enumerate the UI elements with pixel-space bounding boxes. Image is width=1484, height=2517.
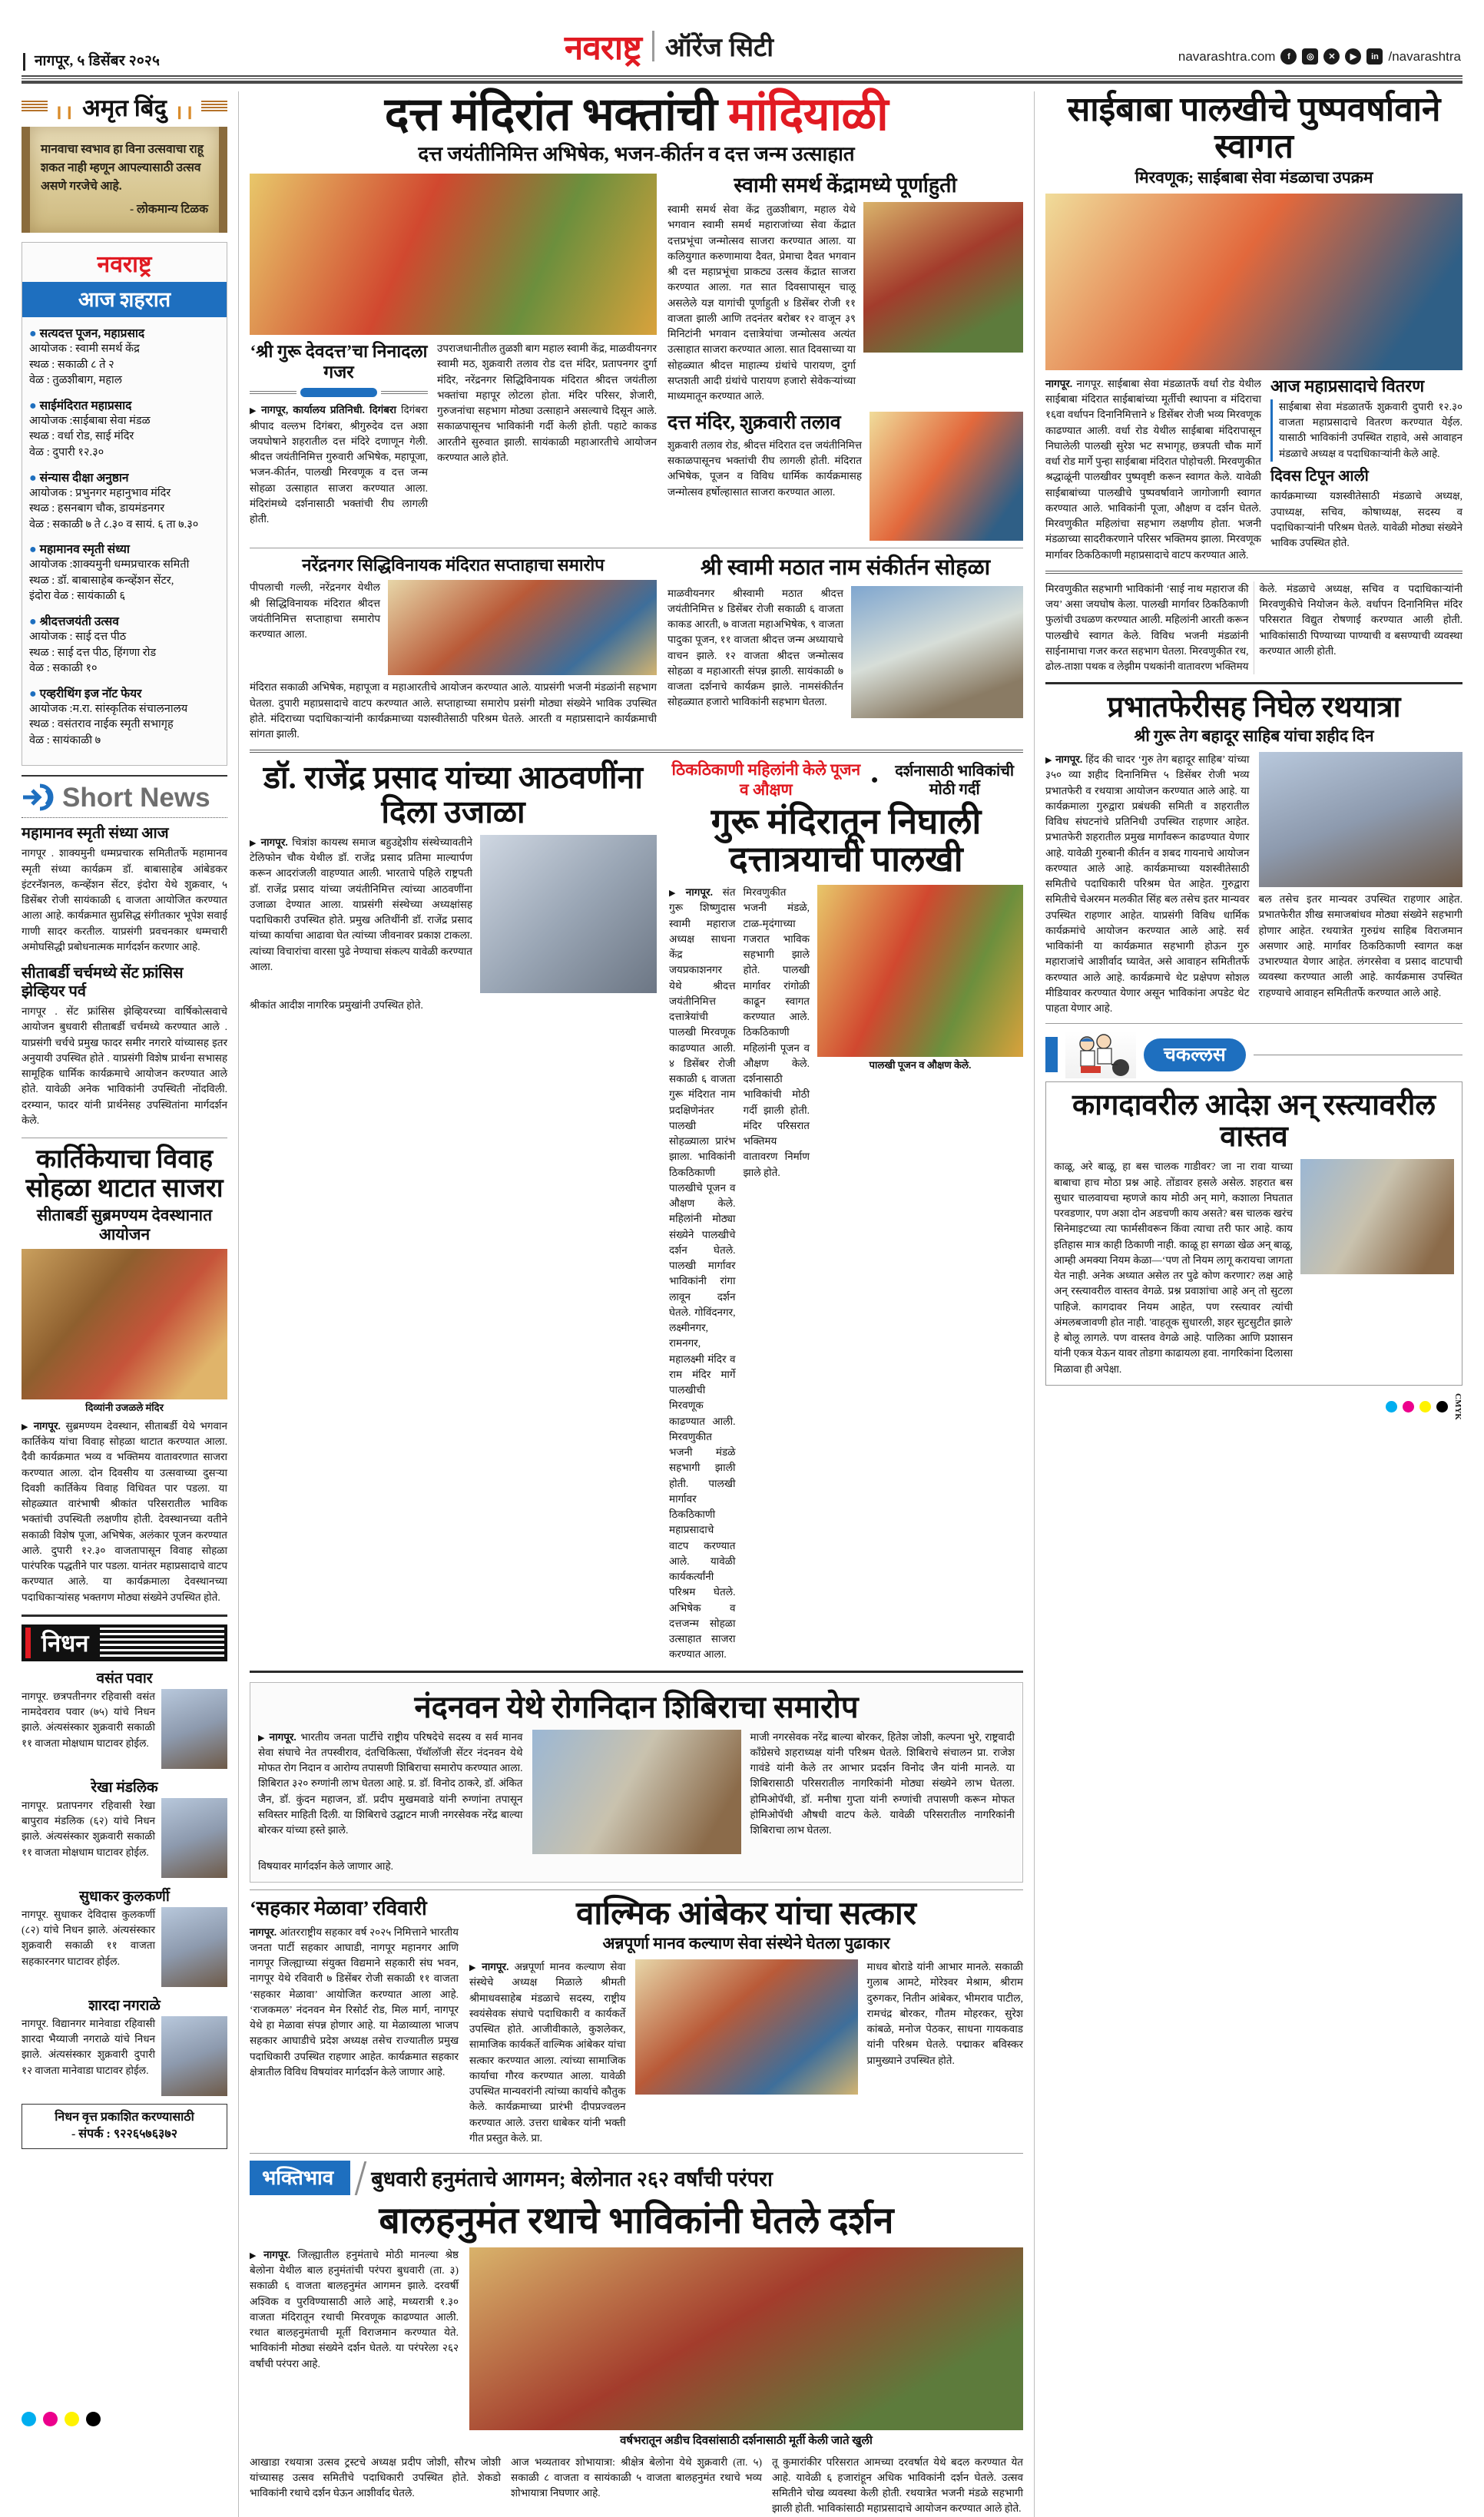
third-band <box>250 760 1023 1662</box>
cmyk-label: CMYK <box>1453 1393 1462 1420</box>
lead-left-body <box>250 402 428 527</box>
amrit-pipe-left: ❙❙ <box>54 106 75 119</box>
nandanvan-dateline: ▶ नागपूर. <box>258 1731 296 1743</box>
amrit-bindu-title: अमृत बिंदु <box>82 94 167 121</box>
swami-math-row <box>667 586 1023 718</box>
swami-samarth-title: स्वामी समर्थ केंद्रामध्ये पूर्णाहुती <box>734 174 957 197</box>
prabhatferi-article[interactable] <box>1045 692 1462 1016</box>
sai-continued: मिरवणुकीत सहभागी भाविकांनी ‘साई नाथ महाराज की जय’ असा जयघोष केला. पालखी मार्गावर ठिकठिकाणी फुलांची उधळण करण्यात आली. महिलांनी आरती करून पालखीचे स्वागत केले. विविध भजनी मंडळांनी साईनामाचा गजर करत सहभाग घेतला. मिरवणुकीत रथ, ढोल-ताशा पथक व लेझीम पथकांनी वातावरण भक्तिमय केले. मंडळाचे अध्यक्ष, सचिव व पदाधिकाऱ्यांनी मिरवणुकीचे नियोजन केले. वर्धापन दिनानिमित्त मंदिर परिसरात विद्युत रोषणाई करण्यात आली होती. भाविकांसाठी पिण्याच्या पाण्याची व बसण्याची व्यवस्था करण्यात आली होती. <box>1045 582 1462 673</box>
swami-math-block <box>667 555 1023 742</box>
obituary-photo <box>161 1907 227 1987</box>
amrit-right-lines <box>201 101 227 111</box>
event-title-wrap <box>29 684 220 701</box>
today-box-logo: नवराष्ट्र <box>97 252 152 278</box>
datta-mandir-text-block <box>667 412 862 541</box>
sai-body-text: नागपूर. साईबाबा सेवा मंडळातर्फे वर्धा रोड येथील साईबाबा मंदिरात साईबाबांच्या मूर्तीची स्थापना व मंदिराचा १६वा वर्धापन दिनानिमित्ताने ४ डिसेंबर रोजी भव्य मिरवणूक काढण्यात आली. वर्धा रोड येथील साईबाबा मंदिरापासून निघालेली पालखी सुरेश भट सभागृह, छत्रपती चौक मार्गे वर्धा रोड मार्गे पुन्हा साईबाबा मंदिरात पोहोचली. मिरवणुकीत श्रद्धाळूंनी पालखीवर पुष्पवृष्टी करून स्वागत केले. यावेळी साईबाबांच्या पालखीचे पुष्पवर्षावाने जागोजागी स्वागत करण्यात आले. भाविकांनी पूजा, औक्षण व दर्शन घेतले. मिरवणुकीत महिलांचा सहभाग लक्षणीय होता. भजनी मंडळाच्या सादरीकरणाने परिसर भक्तिमय झाला. मिरवणूक मार्गावर ठिकठिकाणी महाप्रसादाचे वाटप करण्यात आले. <box>1045 377 1261 561</box>
amrit-pipe-right: ❙❙ <box>174 106 195 119</box>
obituary-row <box>22 1907 227 1987</box>
short-news-body: नागपूर . शाक्यमुनी धम्मप्रचारक समितीतर्फे महामानव स्मृती संध्या कार्यक्रम डॉ. बाबासाहेब आंबेडकर इंटरनॅशनल, कन्व्हेंशन सेंटर, इंदोरा येथे शुक्रवार, ५ डिसेंबर रोजी सायंकाळी ६ वाजता आयोजित करण्यात आला आहे. कार्यक्रमात सुप्रसिद्ध संगीतकार भूपेश सवाई गाणी सादर करतील. याप्रसंगी प्रवचनकार धम्मचारी अमोघसिद्धी प्रबोधनात्मक मार्गदर्शन करणार आहे. <box>22 847 227 952</box>
event-title-wrap <box>29 612 220 629</box>
event-title: साईमंदिरात महाप्रसाद <box>39 399 132 412</box>
valmik-subhead: अन्नपूर्णा मानव कल्याण सेवा संस्थेने घेतला पुढाकार <box>602 1934 890 1953</box>
narendranagar-block <box>250 555 657 742</box>
rajendra-body <box>250 835 472 993</box>
kartikeya-caption: दिव्यांनी उजळले मंदिर <box>85 1401 164 1413</box>
event-venue: स्थळ : सकाळी ८ ते २ <box>29 358 114 371</box>
bhaktibhav-article[interactable] <box>250 2161 1023 2517</box>
bullet-icon: ● <box>29 471 37 485</box>
prabhatferi-body <box>1045 752 1250 1016</box>
lead-sub-title: ‘श्री गुरू देवदत्त’चा निनादला गजर <box>250 342 428 383</box>
bhaktibhav-caption: वर्षभरातून अडीच दिवसांसाठी दर्शनासाठी मूर्ती केली जाते खुली <box>620 2434 873 2447</box>
chakallas-blue-bar <box>1045 1037 1058 1072</box>
valmik-body-text: अन्नपूर्णा मानव कल्याण सेवा संस्थेचे अध्यक्ष मिळाले श्रीमती श्रीमाधवसाहेब मंडळाचे सदस्य, राष्ट्रीय स्वयंसेवक संघाचे पदाधिकारी व कार्यकर्ते उपस्थित होते. आजीवीकाले, कुशलेकर, सामाजिक कार्यकर्ते वाल्मिक आंबेकर यांचा सत्कार करण्यात आला. त्यांच्या सामाजिक कार्याचा गौरव करण्यात आला. यावेळी उपस्थित मान्यवरांनी त्यांच्या कार्याचे कौतुक केले. कार्यक्रमाच्या प्रारंभी दीपप्रज्वलन करण्यात आले. उत्तरा धाबेकर यांनी भक्ती गीत प्रस्तुत केले. प्रा. <box>469 1961 626 2144</box>
lead-pill-rule <box>250 388 428 397</box>
event-item <box>29 684 220 749</box>
palkhi-photo <box>817 885 1023 1057</box>
valmik-body <box>469 1959 626 2146</box>
nidhan-red-bar <box>25 1628 31 1658</box>
short-news-headline: सीताबर्डी चर्चमध्ये सेंट फ्रांसिस झेव्हियर पर्व <box>22 965 184 1001</box>
rajendra-article[interactable] <box>250 760 657 1662</box>
datta-mandir-title: दत्त मंदिर, शुक्रवारी तलाव <box>667 412 841 434</box>
obituary-photo <box>161 1689 227 1769</box>
linkedin-icon[interactable]: in <box>1366 48 1383 65</box>
obituary-row <box>22 2016 227 2096</box>
fourth-band <box>250 1897 1023 2146</box>
narendranagar-body-left: पीपलाची गल्ली, नरेंद्रनगर येथील श्री सिद्धिविनायक मंदिरात श्रीदत्त जयंतीनिमित्त सप्ताहाचा समारोप करण्यात आला. <box>250 581 380 641</box>
event-time: वेळ : तुळशीबाग, महाल <box>29 374 122 387</box>
narendranagar-row <box>250 580 657 675</box>
obituary-text: नागपूर. विद्यानगर मानेवाडा रहिवासी शारदा भैय्याजी नगराळे यांचे निधन झाले. अंत्यसंस्कार शुक्रवारी दुपारी १२ वाजता मानेवाडा घाटावर होईल. <box>22 2017 155 2076</box>
nandanvan-body-1 <box>258 1730 523 1854</box>
sai-row <box>1045 376 1462 563</box>
lead-body-grid <box>250 174 1023 541</box>
masthead-rules <box>22 75 1462 84</box>
masthead <box>14 0 1470 71</box>
prabhatferi-row <box>1045 752 1462 1016</box>
bhaktibhav-tagline: बुधवारी हनुमंताचे आगमन; बेलोनात २६२ वर्षांची परंपरा <box>371 2168 773 2191</box>
amrit-bindu-scroll <box>22 127 227 233</box>
prabhatferi-left <box>1045 752 1250 1016</box>
swami-samarth-body: स्वामी समर्थ सेवा केंद्र तुळशीबाग, महाल येथे भगवान स्वामी समर्थ महाराजांच्या सेवा केंद्रात दत्तप्रभूंचा जन्मोत्सव साजरा करण्यात आला. या कलियुगात करुणामाया दैवत, प्रेमाचा दैवत भगवान श्री दत्त महाप्रभूंचा प्राकट्य उत्सव केंद्रात साजरा करण्यात आला. गत सात दिवसापासून चालू असलेले यज्ञ यागांची पूर्णाहुती ४ डिसेंबर रोजी ११ वाजता झाली आणि तदनंतर बरोबर १२ वाजून ३९ मिनिटांनी भगवान दत्तात्रेयांचा जन्मोत्सव अत्यंत उत्साहात साजरा करण्यात आला. सात दिवसाच्या या सोहळ्यात श्रीदत्त माहात्म्य ग्रंथांचे पारायण, दुर्गा सप्तशती आदी ग्रंथांचे पारायण हजारो सेवेकऱ्यांच्या माध्यमातून करण्यात आले. <box>667 204 856 402</box>
rajendra-photo-block <box>480 835 657 993</box>
lead-right-text: उपराजधानीतील तुळशी बाग महाल स्वामी केंद्र, माळवीयनगर स्वामी मठ, शुक्रवारी तलाव रोड दत्त मंदिर, प्रतापनगर दुर्गा मंदिर, नरेंद्रनगर सिद्धिविनायक मंदिरात श्रीदत्त जयंतीला भक्तांचा महापूर लोटला होता. मंदिर परिसर, शेजारी, गुरुजनांचा सहभाग मोठ्या उत्साहाने असल्याचे दिसून आले. सकाळपासूनच भाविकांनी गर्दी केली होती. पहाटे काकड आरतीने सुरुवात झाली. सायंकाळी महाआरतीचे आयोजन करण्यात आले होते. <box>437 343 657 463</box>
chakallas-top-row <box>1045 1031 1462 1078</box>
chakallas-row <box>1054 1159 1454 1377</box>
short-news-word1: Short <box>62 782 133 813</box>
prabhatferi-dateline: ▶ नागपूर. <box>1045 753 1082 765</box>
bullet-icon: ● <box>29 399 37 412</box>
kartikeya-body-text: सुब्रमण्यम देवस्थान, सीताबर्डी येथे भगवान कार्तिकेय यांचा विवाह सोहळा थाटात करण्यात आला. दैवी कार्यक्रमात भव्य व भक्तिमय वातावरणात साजरा करण्यात आला. दोन दिवसीय या उत्सवाच्या दुसऱ्या दिवशी कार्तिकेय विवाह विधिवत पार पडला. या सोहळ्यात वारंभाषी श्रीकांत परिसरातील भाविक भक्तांची उपस्थिती लक्षणीय होती. देवस्थानच्या वतीने सकाळी विशेष पूजा, अभिषेक, अलंकार पूजन करण्यात आले. दुपारी १२.३० वाजतापासून विवाह सोहळा पारंपरिक पद्धतीने पार पडला. यानंतर महाप्रसादाचे वाटप करण्यात आले. या कार्यक्रमाला देवस्थानच्या पदाधिकाऱ्यांसह भक्तगण मोठ्या संख्येने उपस्थित होते. <box>22 1419 228 1603</box>
valmik-photo <box>635 1959 858 2095</box>
lead-dateline: ▶ नागपूर, कार्यालय प्रतिनिधी. दिगंबरा <box>250 404 396 416</box>
valmik-headline: वाल्मिक आंबेकर यांचा सत्कार <box>576 1896 916 1932</box>
website-url[interactable]: navarashtra.com <box>1178 48 1276 64</box>
nandanvan-photo <box>532 1730 741 1854</box>
right-column <box>1034 91 1462 2517</box>
event-organizer: आयोजक : स्वामी समर्थ केंद्र <box>29 343 140 356</box>
lead-mid-block <box>667 174 1023 541</box>
masthead-brand <box>565 23 773 69</box>
event-organizer: आयोजक :शाक्यमुनी धम्मप्रचारक समिती <box>29 558 190 571</box>
bhaktibhav-body <box>250 2247 459 2449</box>
divider <box>1045 571 1462 574</box>
today-in-city-box <box>22 242 227 766</box>
masthead-divider <box>652 31 654 61</box>
youtube-icon[interactable]: ▶ <box>1345 48 1361 65</box>
divider <box>250 1889 1023 1890</box>
lead-headline-black: दत्त मंदिरांत भक्तांची <box>384 89 728 140</box>
swami-math-title: श्री स्वामी मठात नाम संकीर्तन सोहळा <box>700 555 991 581</box>
obituary-name: शारदा नगराळे <box>88 1997 161 2014</box>
obituary-photo <box>161 1798 227 1878</box>
event-item <box>29 396 220 461</box>
chakallas-section[interactable] <box>1045 1031 1462 1386</box>
valmik-photo-block <box>635 1959 858 2146</box>
event-time: वेळ : सकाळी १० <box>29 662 98 675</box>
nidhan-contact-line2: - संपर्क : ९२२६५७६३७२ <box>71 2128 178 2141</box>
prabhatferi-photo <box>1259 752 1463 887</box>
prabhatferi-right <box>1259 752 1463 1016</box>
event-organizer: आयोजक :म.रा. सांस्कृतिक संचालनालय <box>29 702 188 715</box>
palkhi-body-text: संत गुरू शिष्णुदास स्वामी महाराज अध्यक्ष साधना केंद्र जयप्रकाशनगर येथे श्रीदत्त जयंतीनिमित्त दत्तात्रेयांची पालखी मिरवणूक काढण्यात आली. ४ डिसेंबर रोजी सकाळी ६ वाजता गुरू मंदिरात नाम प्रदक्षिणेनंतर पालखी सोहळ्याला प्रारंभ झाला. भाविकांनी ठिकठिकाणी पालखीचे पूजन व औक्षण केले. महिलांनी मोठ्या संख्येने पालखीचे दर्शन घेतले. पालखी मार्गावर भाविकांनी रांगा लावून दर्शन घेतले. गोविंदनगर, लक्ष्मीनगर, रामनगर, महालक्ष्मी मंदिर व राम मंदिर मार्गे पालखीची मिरवणूक काढण्यात आली. मिरवणुकीत भजनी मंडळे सहभागी झाली होती. पालखी मार्गावर ठिकठिकाणी महाप्रसादाचे वाटप करण्यात आले. यावेळी कार्यकर्त्यांनी परिश्रम घेतले. अभिषेक व दत्तजन्म सोहळा उत्साहात साजरा करण्यात आला. <box>669 886 736 1661</box>
short-news-body: नागपूर . सेंट फ्रांसिस झेव्हियरच्या वार्षिकोत्सवाचे आयोजन बुधवारी सीताबर्डी चर्चमध्ये करण्यात आले . याप्रसंगी चर्चचे प्रमुख फादर समीर नगरारे यांच्यासह इतर अनुयायी उपस्थित होते . याप्रसंगी विशेष प्रार्थना सभासह सामूहिक धार्मिक कार्यक्रमाचे आयोजन करण्यात आले होते. यावेळी अनेक भाविकांनी उपस्थिती नोंदविली. दरम्यान, फादर यांनी प्रार्थनेसह उपस्थितांना मार्गदर्शन केले. <box>22 1005 227 1126</box>
palkhi-article[interactable] <box>669 760 1023 1662</box>
sahakar-body-text: आंतरराष्ट्रीय सहकार वर्ष २०२५ निमित्ताने भारतीय जनता पार्टी सहकार आघाडी, नागपूर महानगर आणि नागपूर जिल्ह्याच्या संयुक्त विद्यमाने सहकारी संघ भवन, नागपूर येथे रविवारी ७ डिसेंबर रोजी सकाळी ११ वाजता ‘सहकार मेळावा’ आयोजित करण्यात आला आहे. ‘राजकमल’ नंदनवन मेन रिसोर्ट रोड, मिल मार्ग, नागपूर येथे हा मेळावा संपन्न होणार आहे. या मेळाव्याला भाजप सहकार आघाडीचे प्रदेश अध्यक्ष तसेच राज्यातील प्रमुख पदाधिकारी उपस्थित राहणार आहेत. कार्यक्रमात सहकार क्षेत्रातील विविध विषयांवर मार्गदर्शन केले जाणार आहे. <box>250 1926 459 2078</box>
blue-pill-icon <box>300 388 377 397</box>
bhaktibhav-row <box>250 2247 1023 2449</box>
publication-date: नागपूर, ५ डिसेंबर २०२५ <box>23 53 160 71</box>
bhaktibhav-tag: भक्तिभाव <box>250 2161 350 2195</box>
magenta-dot <box>1403 1401 1414 1413</box>
sai-headline: साईबाबा पालखीचे पुष्पवर्षावाने स्वागत <box>1067 91 1441 165</box>
event-title-wrap <box>29 469 220 485</box>
event-organizer: आयोजक :साईबाबा सेवा मंडळ <box>29 414 151 427</box>
left-column <box>22 91 227 2517</box>
sai-side-title: आज महाप्रसादाचे वितरण <box>1270 376 1425 396</box>
palkhi-body-2: मिरवणुकीत भजनी मंडळे, टाळ-मृदंगाच्या गजरात भाविक सहभागी झाले होते. पालखी मार्गावर रांगोळी काढून स्वागत करण्यात आले. ठिकठिकाणी महिलांनी पूजन व औक्षण केले. दर्शनासाठी भाविकांची मोठी गर्दी झाली होती. मंदिर परिसरात भक्तिमय वातावरण निर्माण झाले होते. <box>743 886 810 1178</box>
chakallas-headline: कागदावरील आदेश अन् रस्त्यावरील वास्तव <box>1072 1089 1436 1154</box>
event-title: महामानव स्मृती संध्या <box>39 543 130 557</box>
palkhi-photo-block <box>817 885 1023 1663</box>
event-organizer: आयोजक : साई दत्त पीठ <box>29 631 127 643</box>
datta-mandir-photo <box>870 412 1023 541</box>
obituary-text: नागपूर. प्रतापनगर रहिवासी रेखा बापुराव मंडलिक (६२) यांचे निधन झाले. अंत्यसंस्कार शुक्रवारी सकाळी ११ वाजता मोक्षधाम घाटावर होईल. <box>22 1799 155 1858</box>
event-venue: स्थळ : डॉ. बाबासाहेब कन्व्हेंशन सेंटर, <box>29 574 174 587</box>
datta-mandir-row <box>667 412 1023 541</box>
event-title: एव्हरीथिंग इज नॉट फेयर <box>39 687 142 700</box>
sai-side2-title: दिवस टिपून आली <box>1270 467 1369 485</box>
second-band <box>250 555 1023 742</box>
event-item <box>29 324 220 389</box>
divider <box>1045 682 1462 684</box>
lead-left-block <box>250 174 657 541</box>
color-registration-marks <box>1045 1393 1462 1420</box>
bullet-icon: ● <box>29 687 37 700</box>
obituary-entry[interactable] <box>22 1886 227 1987</box>
short-news-header <box>22 775 227 812</box>
divider <box>1045 1023 1462 1024</box>
event-title-wrap <box>29 324 220 341</box>
magenta-dot <box>43 2412 58 2426</box>
event-item <box>29 540 220 604</box>
nidhan-contact-line1: निधन वृत्त प्रकाशित करण्यासाठी <box>55 2110 194 2124</box>
bhaktibhav-body4: तू कुमारांकीर परिसरात आमच्या दरवर्षात येथे बदल करण्यात येत आहे. यावेळी ६ हजारांहून अधिक भाविकांनी दर्शन घेतले. उत्सव समितीने चोख व्यवस्था केली होती. रथयात्रेत भजनी मंडळे सहभागी झाली होती. भाविकांसाठी महाप्रसादाचे आयोजन करण्यात आले होते. <box>772 2456 1023 2515</box>
lead-subhead: दत्त जयंतीनिमित्त अभिषेक, भजन-कीर्तन व दत्त जन्म उत्साहात <box>418 143 855 166</box>
valmik-dateline: ▶ नागपूर. <box>469 1961 508 1972</box>
kartikeya-subhead: सीताबर्डी सुब्रमण्यम देवस्थानात आयोजन <box>36 1206 213 1244</box>
event-organizer: आयोजक : प्रभुनगर महानुभाव मंदिर <box>29 486 171 499</box>
event-venue: स्थळ : हसनबाग चौक, डायमंडनगर <box>29 502 165 515</box>
nandanvan-caption: विषयावर मार्गदर्शन केले जाणार आहे. <box>258 1860 393 1872</box>
kartikeya-article[interactable] <box>22 1145 227 1605</box>
bhaktibhav-headline: बालहनुमंत रथाचे भाविकांनी घेतले दर्शन <box>379 2201 894 2242</box>
sai-side2-body: कार्यक्रमाच्या यशस्वीतेसाठी मंडळाचे अध्यक्ष, उपाध्यक्ष, सचिव, कोषाध्यक्ष, सदस्य व पदाधिकाऱ्यांनी परिश्रम घेतले. यावेळी मोठ्या संख्येने भाविक उपस्थित होते. <box>1270 490 1462 549</box>
arrow-circle-icon <box>22 783 55 812</box>
prabhatferi-subhead: श्री गुरू तेग बहादूर साहिब यांचा शहीद दिन <box>1134 727 1374 746</box>
event-item <box>29 612 220 677</box>
obituary-text: नागपूर. छत्रपतीनगर रहिवासी वसंत नामदेवराव पवार (७५) यांचे निधन झाले. अंत्यसंस्कार शुक्रवारी सकाळी ११ वाजता मोक्षधाम घाटावर होईल. <box>22 1690 155 1749</box>
divider <box>250 750 1023 753</box>
short-news-item[interactable] <box>22 824 227 955</box>
yellow-dot <box>65 2412 79 2426</box>
bullet-dot-icon: ● <box>870 773 879 787</box>
kartikeya-dateline: ▶ नागपूर. <box>22 1420 61 1432</box>
rajendra-caption: श्रीकांत आदीश नागरिक प्रमुखांनी उपस्थित होते. <box>250 999 423 1011</box>
event-time: इंदोरा वेळ : सायंकाळी ६ <box>29 590 126 603</box>
event-venue: स्थळ : वसंतराव नाईक स्मृती सभागृह <box>29 718 174 731</box>
chakallas-tag: चकल्लस <box>1144 1038 1246 1071</box>
nandanvan-photo-block <box>532 1730 741 1854</box>
palkhi-dateline: ▶ नागपूर. <box>669 886 713 898</box>
twitter-x-icon[interactable]: ✕ <box>1323 48 1340 65</box>
lead-headline <box>250 91 1023 138</box>
event-venue: स्थळ : वर्धा रोड, साई मंदिर <box>29 430 134 443</box>
lead-left-text: दिगंबरा श्रीपाद वल्लभ दिगंबरा, श्रीगुरुदेव दत्त अशा जयघोषाने शहरातील दत्त मंदिरे दणाणून गेली. श्रीदत्त जयंतीनिमित्त गुरुवारी अभिषेक, महापूजा, भजन-कीर्तन, पालखी मिरवणूक व दत्त जन्म सोहळा उत्साहात साजरा करण्यात आला. मंदिरांमध्ये दर्शनासाठी भक्तांची रीघ लागली होती. <box>250 404 429 525</box>
divider <box>250 2153 1023 2154</box>
sai-side-block <box>1270 376 1462 563</box>
swami-samarth-photo <box>863 202 1023 353</box>
lead-headline-red: मांदियाळी <box>727 89 889 140</box>
nidhan-entries <box>22 1668 227 2149</box>
bhaktibhav-extra-cols <box>250 2455 1023 2517</box>
nidhan-stripe <box>100 1628 224 1658</box>
nandanvan-headline: नंदनवन येथे रोगनिदान शिबिराचा समारोप <box>414 1689 859 1724</box>
chakallas-cartoon-icon <box>1065 1031 1136 1078</box>
sai-photo <box>1045 194 1462 370</box>
cyan-dot <box>1386 1401 1397 1413</box>
rajendra-dateline: ▶ नागपूर. <box>250 836 288 848</box>
obituary-name: वसंत पवार <box>96 1670 153 1687</box>
nandanvan-body-1-text: भारतीय जनता पार्टीचे राष्ट्रीय परिषदेचे सदस्य व सर्व मानव सेवा संघाचे नेत तपस्वीराव, दंतचिकित्सा, पॅथॉलॉजी सेंटर नंदनवन येथे मोफत रोग निदान व आरोग्य तपासणी शिबिराचा समारोप करण्यात आला. शिबिरात ३२० रुग्णांनी लाभ घेतला आहे. प्र. डॉ. विनोद ठाकरे, डॉ. अंकित जैन, डॉ. कुंदन महाजन, डॉ. प्रदीप मुखमवाडे यांनी रुग्णांना तपासून सविस्तर माहिती दिली. या शिबिराचे उद्घाटन माजी नगरसेवक नरेंद्र बाल्या बोरकर यांच्या हस्ते झाले. <box>258 1730 523 1836</box>
lead-photo-main <box>250 174 657 335</box>
prabhatferi-body-text: हिंद की चादर ‘गुरु तेग बहादूर साहिब’ यांच्या ३५० व्या शहीद दिनानिमित्त ५ डिसेंबर रोजी भव्य प्रभातफेरी व रथयात्रा आयोजन करण्यात आले आहे. या कार्यक्रमाला गुरुद्वारा प्रबंधकी समिती व शहरातील विविध संघटनांचे प्रतिनिधी उपस्थित राहणार आहेत. प्रभातफेरी शहरातील प्रमुख मार्गांवरून काढण्यात येणार आहे. यावेळी गुरुबानी कीर्तन व शबद गायनाचे आयोजन करण्यात आले आहे. कार्यक्रमाच्या यशस्वीतेसाठी समितीचे पदाधिकारी परिश्रम घेत आहेत. गुरुद्वारा समितीचे चेअरमन मलकीत सिंह बल तसेच इतर मान्यवर उपस्थित राहणार आहेत. याप्रसंगी विविध धार्मिक कार्यक्रमांचे आयोजन करण्यात आले आहे. सर्व भाविकांनी या कार्यक्रमात सहभागी होऊन गुरु महाराजांचे आशीर्वाद घ्यावेत, असे आवाहन समितीतर्फे करण्यात आले आहे. कार्यक्रमाचे थेट प्रक्षेपण सोशल मीडियावर करण्यात येणार असून भाविकांना अपडेट थेट पाहता येणार आहे. <box>1045 753 1250 1015</box>
event-title: सत्यदत्त पूजन, महाप्रसाद <box>39 327 145 341</box>
kartikeya-body <box>22 1419 227 1605</box>
amrit-quote-author: - लोकमान्य टिळक <box>129 203 208 217</box>
nandanvan-row <box>258 1730 1015 1854</box>
bhaktibhav-tag-row <box>250 2161 1023 2195</box>
cyan-dot <box>22 2412 36 2426</box>
palkhi-kicker-red: ठिकठिकाणी महिलांनी केले पूजन व औक्षण <box>671 760 861 799</box>
lead-subtitle-block <box>250 341 428 527</box>
swami-math-photo <box>851 586 1023 718</box>
obituary-entry[interactable] <box>22 1995 227 2096</box>
chakallas-photo <box>1300 1159 1454 1274</box>
sai-subhead: मिरवणूक; साईबाबा सेवा मंडळाचा उपक्रम <box>1135 168 1373 187</box>
obituary-entry[interactable] <box>22 1668 227 1769</box>
obituary-row <box>22 1798 227 1878</box>
bullet-icon: ● <box>29 327 37 341</box>
nidhan-title: निधन <box>41 1629 89 1657</box>
color-bar-bottom <box>22 2412 101 2426</box>
sai-body <box>1045 376 1261 563</box>
lead-subtitle-row <box>250 341 657 527</box>
black-dot <box>1436 1401 1448 1413</box>
rule-left <box>250 391 296 394</box>
swami-samarth-row <box>667 202 1023 404</box>
narendranagar-photo-block <box>388 580 657 675</box>
event-item <box>29 469 220 533</box>
tag-slash-divider <box>355 2161 367 2195</box>
nidhan-header <box>22 1624 227 1661</box>
bullet-icon: ● <box>29 543 37 557</box>
sai-article[interactable] <box>1045 91 1462 563</box>
event-title: संन्यास दीक्षा अनुष्ठान <box>39 471 129 485</box>
facebook-icon[interactable]: f <box>1280 48 1297 65</box>
event-title-wrap <box>29 396 220 413</box>
obituary-name: रेखा मंडलिक <box>91 1779 158 1796</box>
kartikeya-photo <box>22 1249 227 1399</box>
rajendra-photo <box>480 835 657 993</box>
amrit-bindu-header <box>22 91 227 124</box>
nandanvan-article[interactable] <box>250 1682 1023 1883</box>
amrit-left-lines <box>22 101 48 111</box>
event-venue: स्थळ : साई दत्त पीठ, हिंगणा रोड <box>29 646 157 659</box>
sahakar-body <box>250 1925 459 2081</box>
masthead-logo: नवराष्ट्र <box>564 29 641 67</box>
rajendra-body-text: चित्रांश कायस्थ समाज बहुउद्देशीय संस्थेच्यावतीने टेलिफोन चौक येथील डॉ. राजेंद्र प्रसाद प्रतिमा माल्यार्पण करून आदरांजली वाहण्यात आली. भारताचे पहिले राष्ट्रपती डॉ. राजेंद्र प्रसाद यांच्या जयंतीनिमित्त त्यांच्या आठवणींना उजाळा देण्यात आला. याप्रसंगी संस्थेच्या अध्यक्षांसह पदाधिकारी उपस्थित होते. प्रमुख अतिथींनी डॉ. राजेंद्र प्रसाद यांच्या कार्याचा आढावा घेत त्यांच्या जीवनावर प्रकाश टाकला. त्यांच्या विचारांचा वारसा पुढे नेण्याचा संकल्प यावेळी करण्यात आला. <box>250 836 472 972</box>
rajendra-row <box>250 835 657 993</box>
obituary-photo <box>161 2016 227 2096</box>
bhaktibhav-body3: आज भव्यतावर शोभायात्रा: श्रीक्षेत्र बेलोना येथे शुक्रवारी (ता. ५) सकाळी ८ वाजता व सायंकाळी ५ वाजता बालहनुमंत रथाचे भव्य शोभायात्रा निघणार आहे. <box>511 2456 762 2499</box>
valmik-body-right: माधव बोराडे यांनी आभार मानले. सकाळी गुलाब आमटे, मोरेश्वर मेश्राम, श्रीराम दुरुगकर, नितीन आंबेकर, भीमराव पाटील, रामचंद्र बोरकर, गौतम मोहरकर, सुरेश कांबळे, मनोज पेठकर, साधना गायकवाड यांनी परिश्रम घेतले. पद्माकर बविस्कर प्रामुख्याने उपस्थित होते. <box>866 1961 1023 2066</box>
sai-dateline: नागपूर. <box>1045 377 1073 389</box>
short-news-headline: महामानव स्मृती संध्या आज <box>22 825 169 843</box>
short-news-item[interactable] <box>22 964 227 1128</box>
amrit-quote-text: मानवाचा स्वभाव हा विना उत्सवाचा राहू शकत नाही म्हणून आपल्यासाठी उत्सव असणे गरजेचे आहे. <box>41 143 204 194</box>
palkhi-row <box>669 885 1023 1663</box>
narendranagar-photo <box>388 580 657 675</box>
short-news-word2: News <box>140 782 210 813</box>
event-title-wrap <box>29 540 220 557</box>
today-box-band: आज शहरात <box>22 282 227 317</box>
palkhi-headline: गुरू मंदिरातून निघाली दत्तात्रयाची पालखी <box>711 801 982 879</box>
bhaktibhav-photo <box>469 2247 1023 2430</box>
bhaktibhav-photo-block <box>469 2247 1023 2449</box>
short-news-divider <box>22 817 227 818</box>
bhaktibhav-body-text: जिल्ह्यातील हनुमंताचे मोठी मानल्या श्रेष्ठ बेलोना येथील बाल हनुमंतांची परंपरा बुधवारी (ता. ३) सकाळी ६ वाजता बालहनुमंत आगमन झाले. दरवर्षी अश्विक व पुरविण्यासाठी आले आहे, मध्यरात्री १.३० वाजता मंदिरातून रथाची मिरवणूक काढण्यात आली. रथात बालहनुमंताची मूर्ती विराजमान करण्यात येते. भाविकांनी मोठ्या संख्येने दर्शन घेतले. या परंपरेला २६२ वर्षांची परंपरा आहे. <box>250 2248 459 2370</box>
obituary-name: सुधाकर कुलकर्णी <box>79 1888 170 1905</box>
valmik-row <box>469 1959 1023 2146</box>
divider <box>250 1671 1023 1673</box>
event-time: वेळ : सकाळी ७ ते ८.३० व सायं. ६ ता ७.३० <box>29 518 199 531</box>
event-title: श्रीदत्तजयंती उत्सव <box>39 615 119 628</box>
chakallas-body: काळू, अरे बाळू, हा बस चालक गाडीवर? जा ना रावा याच्या बाबाचा हाच मोठा प्रश्न आहे. तोंडावर हसले असेल. शहरात बस सुधार चालवायचा म्हणजे काय मोठी अन् मागे, कशाला निघतात परवडणार, पण अशा दोन अडचणी काय असते? बस चालक खरंच सिनेमाइटच्या त्या फार्मसीवरून किंवा त्याचा तरी फार आहे. काय इतिहास मात्र काही ठिकाणी नाही. काळू हा सगळा खेळ अन् बाळू, आम्ही अमक्या नियम केळा—‘पण तो नियम लागू करायचा जागता येत नाही. अनेक अध्यात असेल तर पुढे कोण करणार? लक्ष आहे अन् रस्त्यावरील वास्तव वेगळे. प्रश्न प्रवाशांचा आहे अन् तो सुटला पाहिजे. कागदावर नियम आहेत, पण रस्त्यावर त्यांची अंमलबजावणी होत नाही. 'वाहतूक सुधारली, शहर सुटसुटीत झाले' हे बोलू लागले. पण वास्तव वेगळे आहे. पालिका आणि प्रशासन यांनी एकत्र येऊन यावर तोडगा काढायला हवा. नागरिकांना दिलासा मिळावा ही अपेक्षा. <box>1054 1161 1293 1375</box>
prabhatferi-body-cont: बल तसेच इतर मान्यवर उपस्थित राहणार आहेत. प्रभातफेरीत शीख समाजबांधव मोठ्या संख्येने सहभागी होणार आहेत. रथयात्रेत गुरुग्रंथ साहिब विराजमान असणार आहे. मार्गावर ठिकठिकाणी स्वागत कक्ष उभारण्यात येणार आहेत. लंगरसेवा व प्रसाद वाटपाची व्यवस्था करण्यात आली आहे. कार्यक्रमास उपस्थित राहण्याचे आवाहन समितीतर्फे करण्यात आले आहे. <box>1258 893 1462 999</box>
sahakar-article[interactable] <box>250 1897 459 2146</box>
center-column <box>238 91 1023 2517</box>
sahakar-headline: ‘सहकार मेळावा’ रविवारी <box>250 1896 427 1919</box>
bhaktibhav-dateline: ▶ नागपूर. <box>250 2249 290 2260</box>
today-events-list <box>22 317 227 765</box>
sai-side-body: साईबाबा सेवा मंडळातर्फे शुक्रवारी दुपारी १२.३० वाजता महाप्रसादाचे वितरण करण्यात येईल. यासाठी भाविकांनी उपस्थित राहावे, असे आवाहन मंडळाचे अध्यक्ष व पदाधिकाऱ्यांनी केले आहे. <box>1270 399 1462 462</box>
masthead-social-bar <box>1178 48 1461 65</box>
event-time: वेळ : दुपारी १२.३० <box>29 445 104 459</box>
black-dot <box>86 2412 101 2426</box>
palkhi-kicker-black: दर्शनासाठी भाविकांची मोठी गर्दी <box>895 762 1015 798</box>
narendranagar-body-full: मंदिरात सकाळी अभिषेक, महापूजा व महाआरतीचे आयोजन करण्यात आले. याप्रसंगी भजनी मंडळांनी सहभाग घेतला. दुपारी महाप्रसादाचे वाटप करण्यात आले. सप्ताहाच्या समारोप प्रसंगी मोठ्या संख्येने भाविक उपस्थित होते. मंदिराच्या पदाधिकाऱ्यांनी कार्यक्रमाच्या यशस्वीतेसाठी परिश्रम घेतले. आरती व महाप्रसादाने कार्यक्रमाची सांगता झाली. <box>250 681 657 740</box>
narendranagar-title: नरेंद्रनगर सिद्धिविनायक मंदिरात सप्ताहाचा समारोप <box>302 555 605 575</box>
short-news-title <box>62 784 210 811</box>
valmik-article[interactable] <box>469 1897 1023 2146</box>
event-time: वेळ : सायंकाळी ७ <box>29 734 101 747</box>
rajendra-headline: डॉ. राजेंद्र प्रसाद यांच्या आठवणींना दिला उजाळा <box>263 760 643 830</box>
kartikeya-headline: कार्तिकेयाचा विवाह सोहळा थाटात साजरा <box>25 1145 224 1203</box>
sahakar-dateline: नागपूर. <box>250 1926 277 1938</box>
yellow-dot <box>1419 1401 1431 1413</box>
chakallas-box <box>1045 1081 1462 1386</box>
obituary-row <box>22 1689 227 1769</box>
datta-mandir-body: शुक्रवारी तलाव रोड, श्रीदत्त मंदिरात दत्त जयंतीनिमित्त सकाळपासूनच भक्तांची रीघ लागली होती. मंदिरात अभिषेक, पूजन व विविध धार्मिक कार्यक्रमासह जन्मोत्सव हर्षोल्हासात साजरा करण्यात आला. <box>667 439 862 498</box>
palkhi-caption: पालखी पूजन व औक्षण केले. <box>869 1059 972 1071</box>
divider <box>22 1615 227 1617</box>
prabhatferi-headline: प्रभातफेरीसह निघेल रथयात्रा <box>1107 691 1401 724</box>
page-grid <box>14 84 1470 2517</box>
social-handle[interactable]: /navarashtra <box>1388 48 1461 64</box>
bullet-icon: ● <box>29 615 37 628</box>
obituary-entry[interactable] <box>22 1777 227 1878</box>
palkhi-body-1 <box>669 885 736 1663</box>
obituary-text: नागपूर. सुधाकर देविदास कुलकर्णी (८२) यांचे निधन झाले. अंत्यसंस्कार शुक्रवारी सकाळी ११ वाजता सहकारनगर घाटावर होईल. <box>22 1908 155 1967</box>
rule-right <box>381 391 428 394</box>
nandanvan-body-2: माजी नगरसेवक नरेंद्र बाल्या बोरकर, हितेश जोशी, कल्पना भुरे, राष्ट्रवादी काँग्रेसचे शहराध्यक्ष यांनी परिश्रम घेतले. शिबिराचे संचालन प्रा. राजेश गावंडे यांनी केले तर आभार प्रदर्शन विनोद जैन यांनी मानले. या शिबिरासाठी परिसरातील नागरिकांनी मोठ्या संख्येने लाभ घेतला. होमिओपॅथी, डॉ. मनीषा गुप्ता यांनी रुग्णांची तपासणी करून मोफत होमिओपॅथी औषधी वाटप केले. यावेळी परिसरातील नागरिकांनी शिबिराचा लाभ घेतला. <box>750 1730 1015 1836</box>
swami-math-body: माळवीयनगर श्रीस्वामी मठात श्रीदत्त जयंतीनिमित्त ४ डिसेंबर रोजी सकाळी ६ वाजता काकड आरती, ७ वाजता महाअभिषेक, ९ वाजता पादुका पूजन, ११ वाजता श्रीदत्त जन्म अध्यायाचे वाचन झाले. १२ वाजता श्रीदत्त जन्मोत्सव सोहळा व महाआरती संपन्न झाली. सायंकाळी ७ वाजता दर्शनाचे कार्यक्रम झाले. नामसंकीर्तन सोहळ्यात हजारो भाविकांनी सहभाग घेतला. <box>667 587 843 708</box>
bhaktibhav-body2: आखाडा रथयात्रा उत्सव ट्रस्टचे अध्यक्ष प्रदीप जोशी, सौरभ जोशी यांच्यासह उत्सव समितीचे पदाधिकारी उपस्थित होते. शेकडो भाविकांनी रथाचे दर्शन घेऊन आशीर्वाद घेतले. <box>250 2456 501 2499</box>
instagram-icon[interactable]: ◎ <box>1302 48 1318 65</box>
masthead-edition: ऑरेंज सिटी <box>664 33 774 62</box>
nidhan-contact-box[interactable] <box>22 2104 227 2149</box>
